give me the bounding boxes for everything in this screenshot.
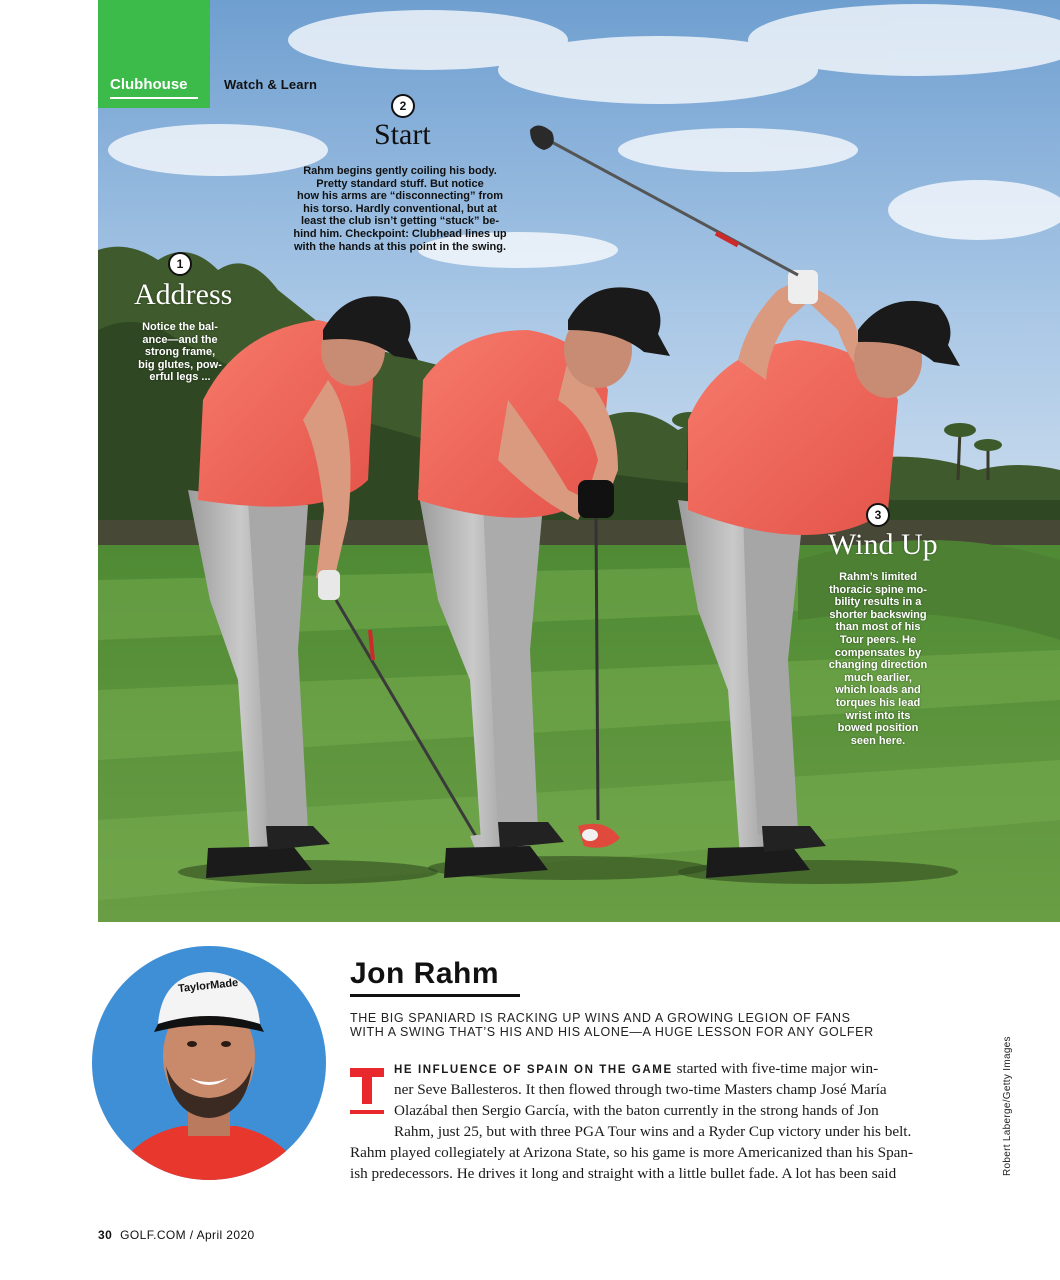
cap-logo: TaylorMade bbox=[177, 976, 239, 996]
page-footer bbox=[98, 1228, 255, 1242]
callout-number-3: 3 bbox=[866, 503, 890, 527]
hero-photo bbox=[98, 0, 1060, 922]
callout-title-start: Start bbox=[374, 118, 431, 151]
body-line-2: ner Seve Ballesteros. It then flowed through two-time Masters champ José María bbox=[394, 1081, 887, 1098]
photo-credit: Robert Laberge/Getty Images bbox=[1002, 1036, 1013, 1176]
section-label[interactable]: Clubhouse bbox=[110, 76, 188, 93]
callout-body-address: Notice the bal- ance—and the strong frame, big glutes, pow- erful legs ... bbox=[138, 321, 222, 384]
subsection-label: Watch & Learn bbox=[224, 77, 318, 92]
title-underline bbox=[350, 994, 520, 997]
callout-number-1: 1 bbox=[168, 252, 192, 276]
page-number: 30 bbox=[98, 1228, 113, 1242]
section-underline bbox=[110, 97, 198, 99]
body-line-4: Rahm, just 25, but with three PGA Tour wins and a Ryder Cup victory under his belt. bbox=[394, 1123, 912, 1140]
publication-info: GOLF.COM / April 2020 bbox=[120, 1228, 255, 1242]
dropcap-t bbox=[350, 1068, 384, 1118]
body-line-6: ish predecessors. He drives it long and straight with a little bullet fade. A lot has been said bbox=[350, 1165, 897, 1182]
article-deck: THE BIG SPANIARD IS RACKING UP WINS AND A GROWING LEGION OF FANS WITH A SWING THAT’S HIS AND HIS ALONE—A HUGE LESSON FOR ANY GOLFER bbox=[350, 1011, 874, 1039]
callout-title-address: Address bbox=[134, 278, 233, 311]
callout-body-start: Rahm begins gently coiling his body. Pretty standard stuff. But notice how his arms are “disconnecting” from his torso. Hardly conventional, but at least the club isn’t getting “stuck” be- hind him. Checkpoint: Clubhead lines up with the hands at this point in the swing. bbox=[293, 165, 507, 253]
callout-number-2: 2 bbox=[391, 94, 415, 118]
callout-title-wind-up: Wind Up bbox=[828, 528, 938, 561]
callout-body-wind-up: Rahm’s limited thoracic spine mo- bility results in a shorter backswing than most of his Tour peers. He compensates by changing direction much earlier, which loads and torques his lead wrist into its bowed position seen here. bbox=[828, 571, 928, 747]
body-line-3: Olazábal then Sergio García, with the baton currently in the strong hands of Jon bbox=[394, 1102, 879, 1119]
lead-in: HE INFLUENCE OF SPAIN ON THE GAME bbox=[394, 1064, 673, 1076]
body-line-5: Rahm played collegiately at Arizona State, so his game is more Americanized than his Span- bbox=[350, 1144, 914, 1161]
article-title: Jon Rahm bbox=[350, 957, 500, 990]
body-line-1: HE INFLUENCE OF SPAIN ON THE GAME started with five-time major win- bbox=[394, 1060, 879, 1077]
